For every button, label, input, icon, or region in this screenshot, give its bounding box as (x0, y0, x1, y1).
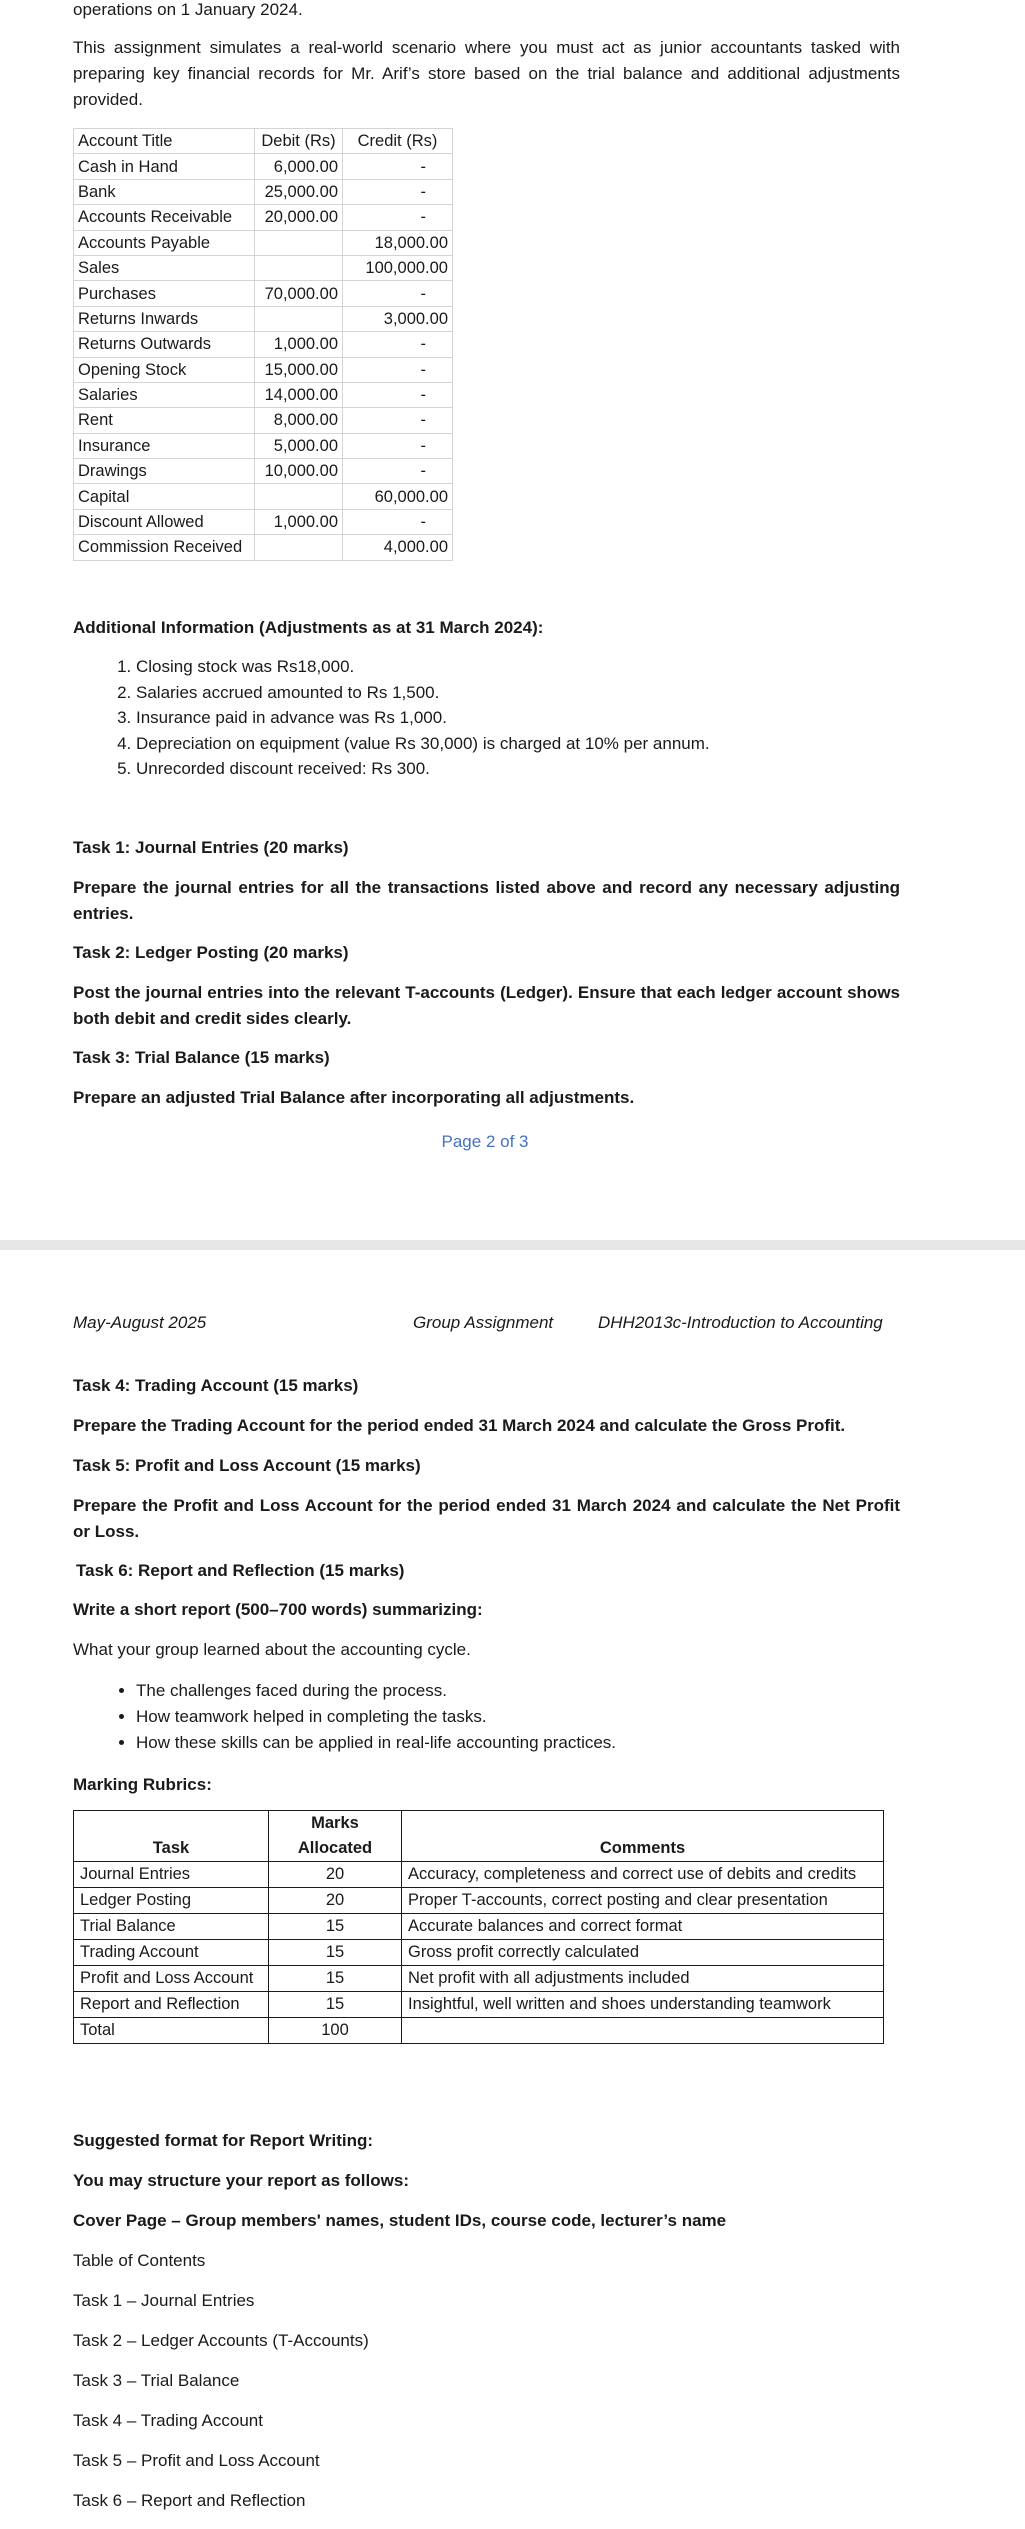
trial-balance-row (74, 154, 453, 179)
debit-cell (255, 484, 343, 509)
trial-balance-row (74, 484, 453, 509)
rubric-marks-cell: 100 (269, 2018, 402, 2044)
trial-balance-row (74, 408, 453, 433)
account-title-cell: Opening Stock (74, 357, 255, 382)
top-line: operations on 1 January 2024. (73, 0, 303, 19)
learned-line: What your group learned about the accounting cycle. (73, 1640, 471, 1659)
credit-cell: 18,000.00 (343, 230, 453, 255)
account-title-cell: Salaries (74, 382, 255, 407)
intro-paragraph: This assignment simulates a real-world scenario where you must act as junior accountants tasked with preparing key financial records for Mr. Arif’s store based on the trial balance and additional adjustments provided. (73, 38, 900, 109)
credit-cell: - (343, 205, 453, 230)
task6-title: Task 6: Report and Reflection (15 marks) (76, 1561, 405, 1580)
marking-rubric-table (73, 1810, 884, 2044)
debit-cell: 25,000.00 (255, 179, 343, 204)
debit-cell (255, 306, 343, 331)
rubric-row (74, 1862, 884, 1888)
header-term: May-August 2025 (73, 1313, 207, 1332)
credit-cell: - (343, 382, 453, 407)
rubric-header-task: Task (74, 1811, 269, 1862)
rubric-marks-cell: 15 (269, 1992, 402, 2018)
credit-cell: 100,000.00 (343, 255, 453, 280)
trial-balance-row (74, 382, 453, 407)
trial-balance-row (74, 306, 453, 331)
report-format-item: Table of Contents (73, 2251, 206, 2270)
account-title-cell: Purchases (74, 281, 255, 306)
debit-cell (255, 230, 343, 255)
task2-description: Post the journal entries into the relevant T-accounts (Ledger). Ensure that each ledger account shows both debit and credit sides clearly. (73, 983, 900, 1028)
task3-title: Task 3: Trial Balance (15 marks) (73, 1048, 330, 1067)
trial-balance-table (73, 128, 453, 561)
rubric-marks-cell: 20 (269, 1888, 402, 1914)
rubric-heading: Marking Rubrics: (73, 1775, 212, 1794)
account-title-cell: Accounts Receivable (74, 205, 255, 230)
rubric-row (74, 1914, 884, 1940)
credit-cell: - (343, 408, 453, 433)
task5-title: Task 5: Profit and Loss Account (15 marks) (73, 1456, 421, 1475)
task3-description: Prepare an adjusted Trial Balance after incorporating all adjustments. (73, 1088, 635, 1107)
rubric-marks-cell: 15 (269, 1914, 402, 1940)
trial-balance-row (74, 535, 453, 560)
rubric-row (74, 1888, 884, 1914)
rubric-comment-cell: Net profit with all adjustments included (402, 1966, 884, 1992)
debit-cell (255, 535, 343, 560)
account-title-cell: Insurance (74, 433, 255, 458)
report-format-item: Task 2 – Ledger Accounts (T-Accounts) (73, 2331, 369, 2350)
rubric-row (74, 1992, 884, 2018)
rubric-header (74, 1811, 884, 1862)
cover-page-line: Cover Page – Group members' names, student IDs, course code, lecturer’s name (73, 2211, 727, 2230)
task4-description: Prepare the Trading Account for the period ended 31 March 2024 and calculate the Gross Profit. (73, 1416, 846, 1435)
format-heading: Suggested format for Report Writing: (73, 2131, 374, 2150)
account-title-cell: Returns Inwards (74, 306, 255, 331)
account-title-cell: Rent (74, 408, 255, 433)
task1-title: Task 1: Journal Entries (20 marks) (73, 838, 349, 857)
document-page-2 (0, 0, 1025, 1240)
report-format-item: Task 5 – Profit and Loss Account (73, 2451, 320, 2470)
task4-title: Task 4: Trading Account (15 marks) (73, 1376, 359, 1395)
credit-cell: - (343, 179, 453, 204)
header-account-title: Account Title (74, 129, 255, 154)
adjustment-item: 1. Closing stock was Rs18,000. (136, 654, 710, 680)
rubric-marks-cell: 20 (269, 1862, 402, 1888)
debit-cell (255, 255, 343, 280)
debit-cell: 1,000.00 (255, 332, 343, 357)
report-format-item: Task 3 – Trial Balance (73, 2371, 240, 2390)
adjustment-item: 3. Insurance paid in advance was Rs 1,000. (136, 705, 710, 731)
account-title-cell: Bank (74, 179, 255, 204)
task1-description: Prepare the journal entries for all the transactions listed above and record any necessary adjusting entries. (73, 878, 900, 923)
credit-cell: 60,000.00 (343, 484, 453, 509)
report-format-item: Task 4 – Trading Account (73, 2411, 263, 2430)
credit-cell: - (343, 509, 453, 534)
task2-title: Task 2: Ledger Posting (20 marks) (73, 943, 349, 962)
trial-balance-row (74, 433, 453, 458)
debit-cell: 70,000.00 (255, 281, 343, 306)
rubric-header-comments: Comments (402, 1811, 884, 1862)
rubric-row (74, 2018, 884, 2044)
debit-cell: 5,000.00 (255, 433, 343, 458)
account-title-cell: Capital (74, 484, 255, 509)
rubric-comment-cell (402, 2018, 884, 2044)
credit-cell: - (343, 332, 453, 357)
account-title-cell: Drawings (74, 459, 255, 484)
reflection-bullet-list (86, 1678, 616, 1756)
credit-cell: - (343, 281, 453, 306)
trial-balance-row (74, 357, 453, 382)
trial-balance-row (74, 179, 453, 204)
account-title-cell: Cash in Hand (74, 154, 255, 179)
trial-balance-row (74, 255, 453, 280)
debit-cell: 1,000.00 (255, 509, 343, 534)
rubric-task-cell: Trial Balance (74, 1914, 269, 1940)
rubric-marks-cell: 15 (269, 1966, 402, 1992)
credit-cell: - (343, 433, 453, 458)
header-credit: Credit (Rs) (343, 129, 453, 154)
header-assignment-type: Group Assignment (413, 1313, 554, 1332)
credit-cell: - (343, 154, 453, 179)
reflection-bullet-item: • How these skills can be applied in real-life accounting practices. (136, 1730, 616, 1756)
account-title-cell: Returns Outwards (74, 332, 255, 357)
rubric-task-cell: Profit and Loss Account (74, 1966, 269, 1992)
rubric-task-cell: Total (74, 2018, 269, 2044)
rubric-task-cell: Journal Entries (74, 1862, 269, 1888)
page-number: Page 2 of 3 (441, 1132, 529, 1151)
adjustment-item: 4. Depreciation on equipment (value Rs 30,000) is charged at 10% per annum. (136, 731, 710, 757)
rubric-comment-cell: Accurate balances and correct format (402, 1914, 884, 1940)
trial-balance-row (74, 281, 453, 306)
rubric-comment-cell: Proper T-accounts, correct posting and clear presentation (402, 1888, 884, 1914)
report-format-item: Task 6 – Report and Reflection (73, 2491, 306, 2510)
account-title-cell: Accounts Payable (74, 230, 255, 255)
additional-info-heading: Additional Information (Adjustments as at 31 March 2024): (73, 618, 544, 637)
rubric-row (74, 1940, 884, 1966)
account-title-cell: Commission Received (74, 535, 255, 560)
trial-balance-row (74, 509, 453, 534)
structure-line: You may structure your report as follows: (73, 2171, 409, 2190)
rubric-row (74, 1966, 884, 1992)
report-format-item: Task 1 – Journal Entries (73, 2291, 255, 2310)
debit-cell: 15,000.00 (255, 357, 343, 382)
credit-cell: 3,000.00 (343, 306, 453, 331)
credit-cell: - (343, 459, 453, 484)
rubric-header-marks: Marks Allocated (269, 1811, 402, 1862)
rubric-task-cell: Ledger Posting (74, 1888, 269, 1914)
account-title-cell: Sales (74, 255, 255, 280)
adjustment-item: 5. Unrecorded discount received: Rs 300. (136, 756, 710, 782)
credit-cell: 4,000.00 (343, 535, 453, 560)
adjustment-item: 2. Salaries accrued amounted to Rs 1,500. (136, 680, 710, 706)
debit-cell: 10,000.00 (255, 459, 343, 484)
trial-balance-row (74, 459, 453, 484)
rubric-comment-cell: Gross profit correctly calculated (402, 1940, 884, 1966)
rubric-task-cell: Report and Reflection (74, 1992, 269, 2018)
adjustments-list (86, 654, 710, 782)
rubric-comment-cell: Insightful, well written and shoes understanding teamwork (402, 1992, 884, 2018)
trial-balance-row (74, 230, 453, 255)
debit-cell: 6,000.00 (255, 154, 343, 179)
rubric-comment-cell: Accuracy, completeness and correct use of debits and credits (402, 1862, 884, 1888)
trial-balance-row (74, 332, 453, 357)
reflection-bullet-item: • The challenges faced during the process. (136, 1678, 616, 1704)
credit-cell: - (343, 357, 453, 382)
trial-balance-header (74, 129, 453, 154)
header-debit: Debit (Rs) (255, 129, 343, 154)
task5-description: Prepare the Profit and Loss Account for the period ended 31 March 2024 and calculate the Net Profit or Loss. (73, 1496, 900, 1541)
reflection-bullet-item: • How teamwork helped in completing the tasks. (136, 1704, 616, 1730)
debit-cell: 8,000.00 (255, 408, 343, 433)
page-separator (0, 1240, 1025, 1250)
task6-description: Write a short report (500–700 words) summarizing: (73, 1600, 483, 1619)
rubric-task-cell: Trading Account (74, 1940, 269, 1966)
rubric-marks-cell: 15 (269, 1940, 402, 1966)
debit-cell: 14,000.00 (255, 382, 343, 407)
header-course: DHH2013c-Introduction to Accounting (598, 1313, 883, 1332)
trial-balance-row (74, 205, 453, 230)
debit-cell: 20,000.00 (255, 205, 343, 230)
account-title-cell: Discount Allowed (74, 509, 255, 534)
